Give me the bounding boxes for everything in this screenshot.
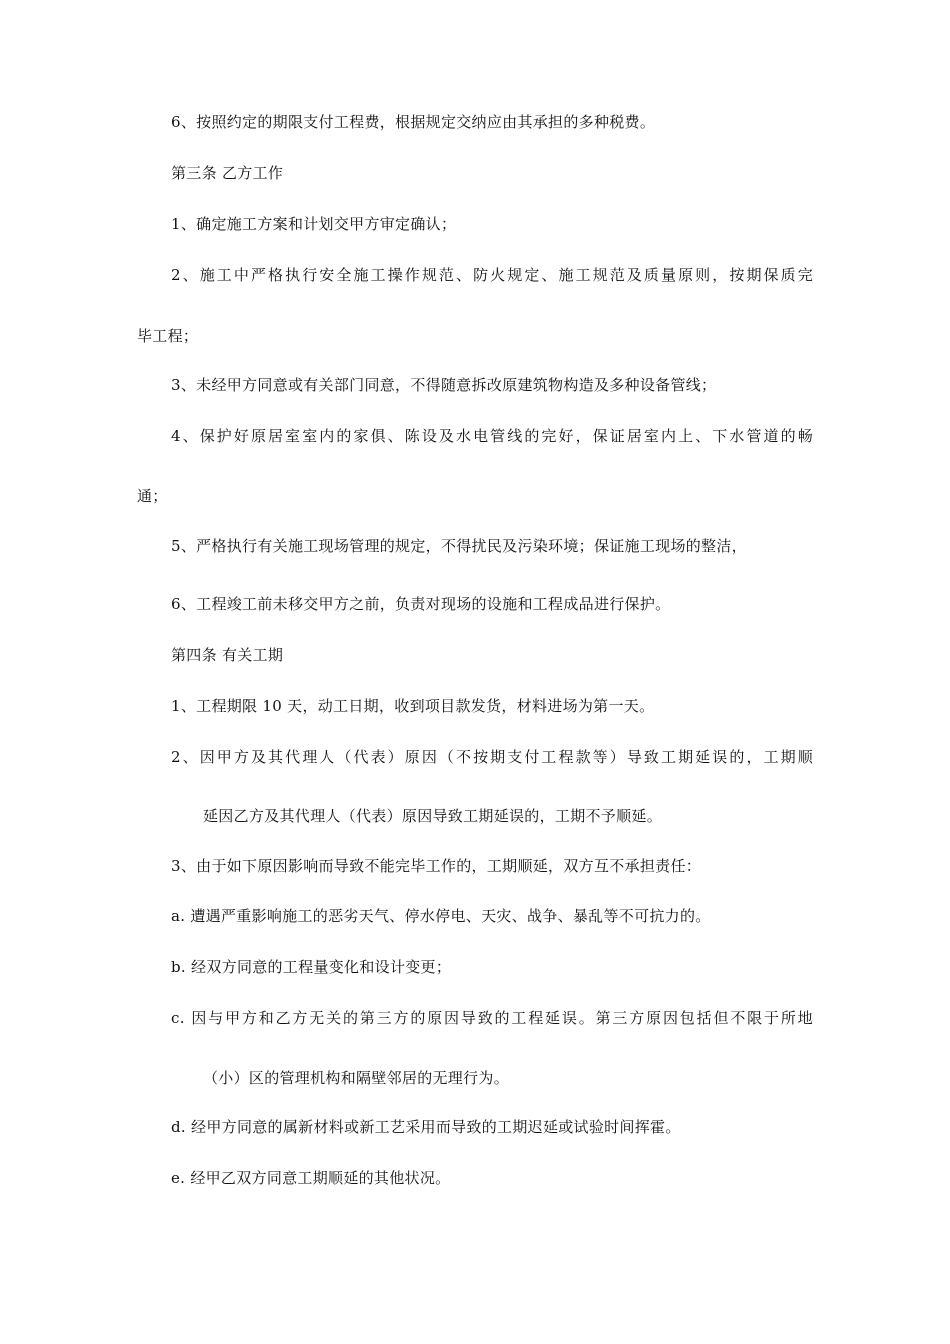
clause-4-item-3-e: e. 经甲乙双方同意工期顺延的其他状况。 xyxy=(171,1169,451,1187)
clause-3-item-2: 2、施工中严格执行安全施工操作规范、防火规定、施工规范及质量原则，按期保质完 xyxy=(171,266,813,284)
clause-3-item-3: 3、未经甲方同意或有关部门同意，不得随意拆改原建筑物构造及多种设备管线； xyxy=(171,376,717,394)
clause-3-item-4: 4、保护好原居室室内的家俱、陈设及水电管线的完好，保证居室内上、下水管道的畅 xyxy=(171,427,813,445)
clause-4-item-2-cont: 延因乙方及其代理人（代表）原因导致工期延误的，工期不予顺延。 xyxy=(203,807,663,825)
clause-4-item-3-c-cont: （小）区的管理机构和隔壁邻居的无理行为。 xyxy=(203,1069,510,1087)
clause-4-item-3-c: c. 因与甲方和乙方无关的第三方的原因导致的工程延误。第三方原因包括但不限于所地 xyxy=(171,1009,813,1027)
clause-3-item-4-cont: 通； xyxy=(137,487,168,505)
clause-3-item-1: 1、确定施工方案和计划交甲方审定确认； xyxy=(171,215,457,233)
section-4-heading: 第四条 有关工期 xyxy=(171,646,284,664)
clause-3-item-2-cont: 毕工程； xyxy=(137,327,199,345)
clause-4-item-3-d: d. 经甲方同意的属新材料或新工艺采用而导致的工期迟延或试验时间挥霍。 xyxy=(171,1118,681,1136)
clause-4-item-3: 3、由于如下原因影响而导致不能完毕工作的，工期顺延，双方互不承担责任： xyxy=(171,857,702,875)
clause-3-item-6: 6、工程竣工前未移交甲方之前，负责对现场的设施和工程成品进行保护。 xyxy=(171,595,671,613)
clause-3-item-5: 5、严格执行有关施工现场管理的规定，不得扰民及污染环境；保证施工现场的整洁， xyxy=(171,537,747,555)
clause-4-item-3-a: a. 遭遇严重影响施工的恶劣天气、停水停电、天灾、战争、暴乱等不可抗力的。 xyxy=(171,907,711,925)
clause-4-item-2: 2、因甲方及其代理人（代表）原因（不按期支付工程款等）导致工期延误的，工期顺 xyxy=(171,748,813,766)
section-3-heading: 第三条 乙方工作 xyxy=(171,164,284,182)
clause-2-item-6: 6、按照约定的期限支付工程费，根据规定交纳应由其承担的多种税费。 xyxy=(171,113,656,131)
clause-4-item-1: 1、工程期限 10 天，动工日期，收到项目款发货，材料进场为第一天。 xyxy=(171,697,655,715)
clause-4-item-3-b: b. 经双方同意的工程量变化和设计变更； xyxy=(171,958,452,976)
